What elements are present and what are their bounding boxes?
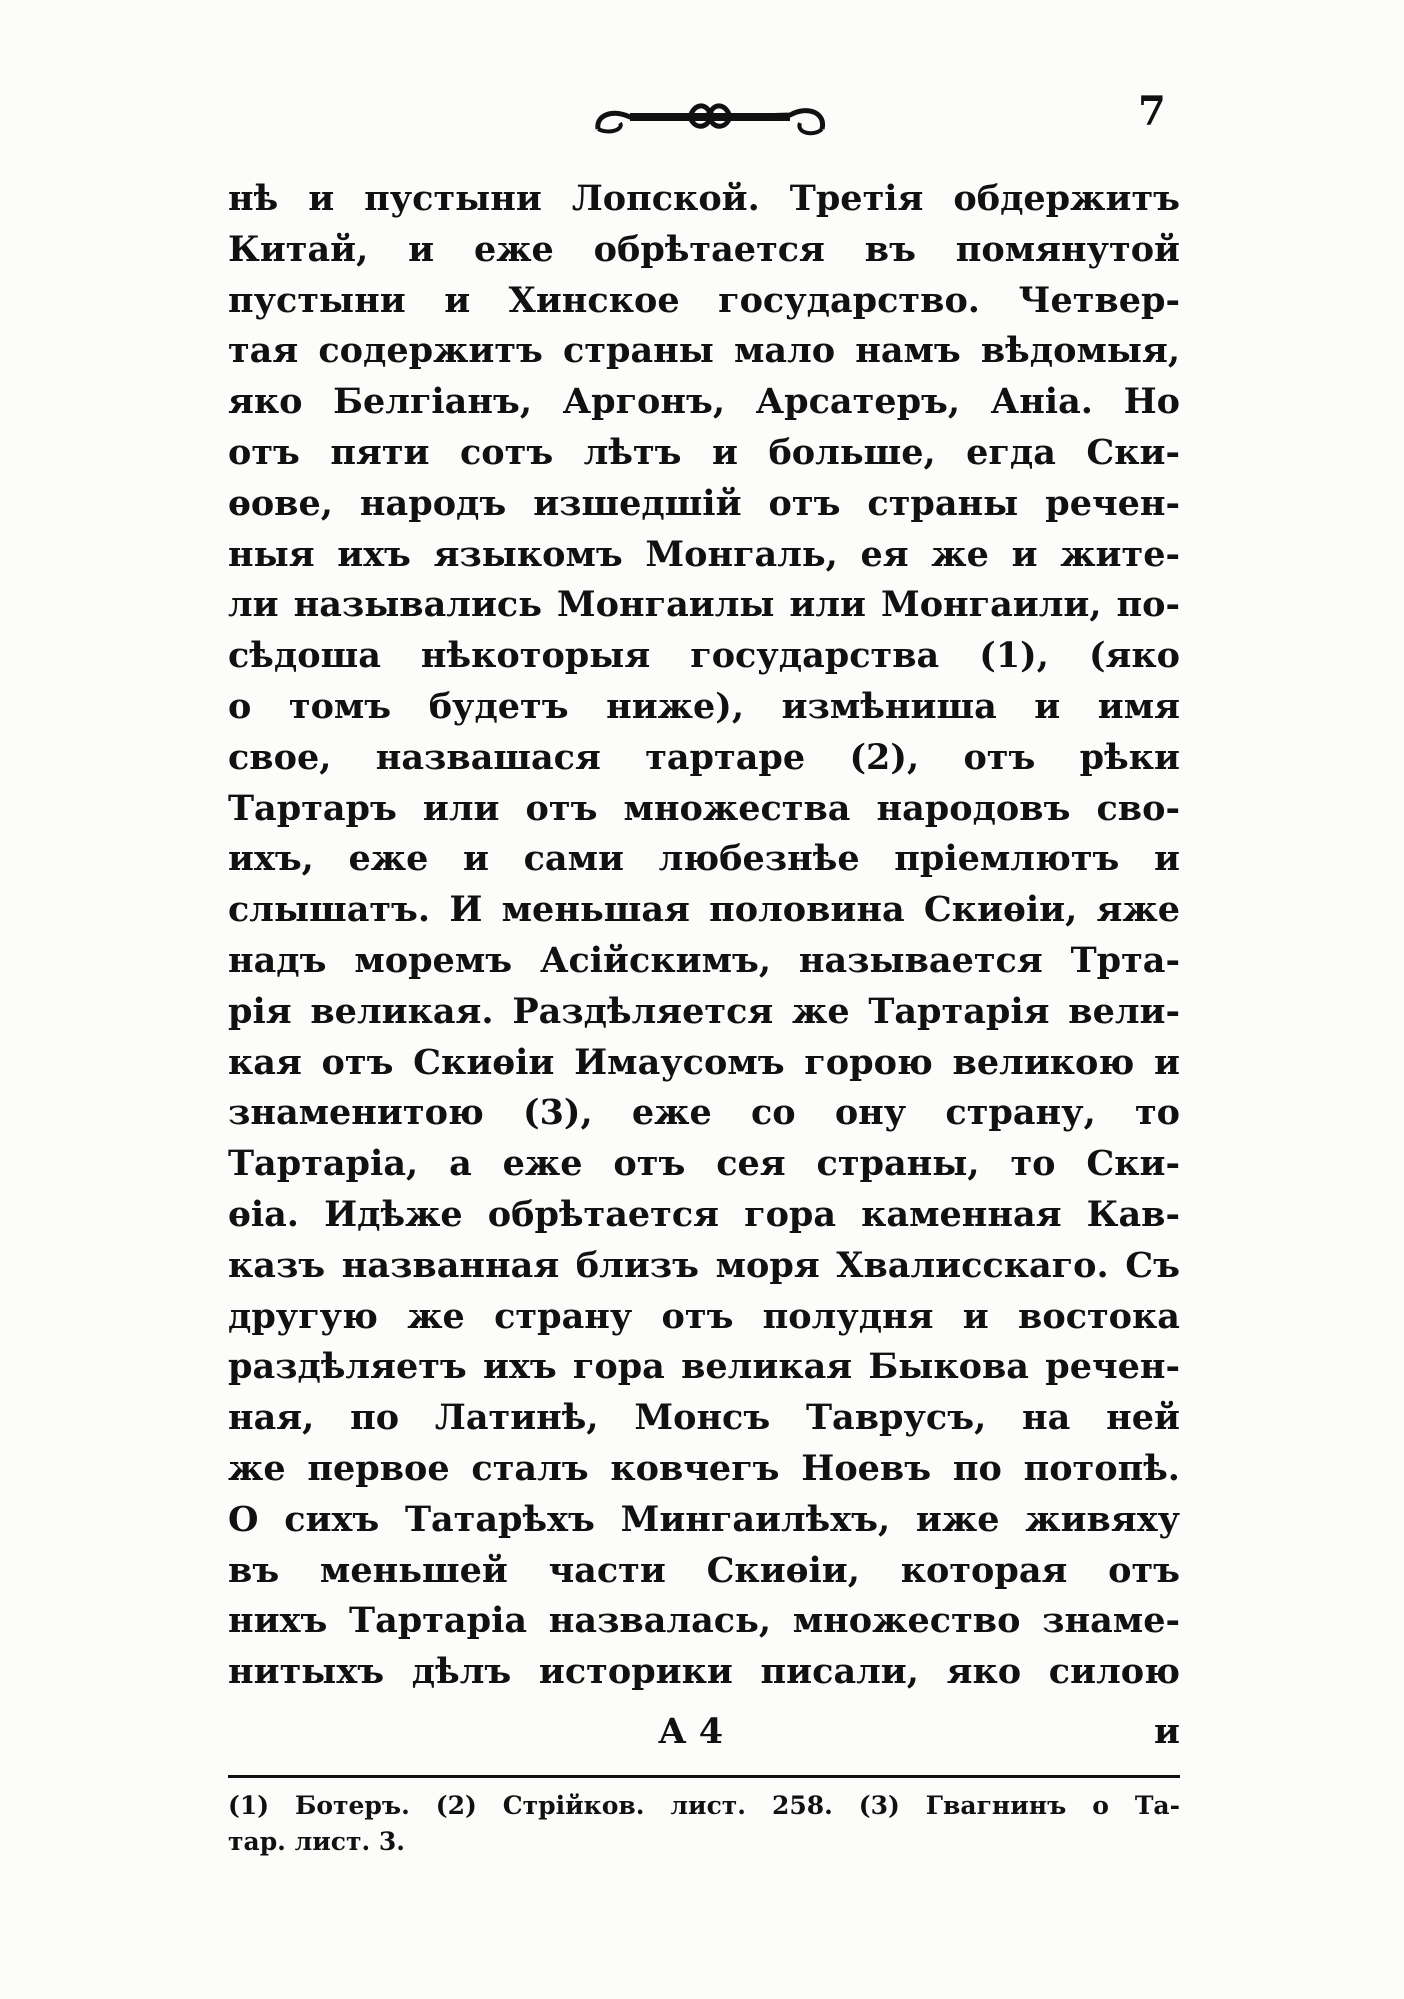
text-line: знаменитою (3), еже со ону страну, то [228, 1092, 1180, 1134]
text-line: о томъ будетъ ниже), измѣниша и имя [228, 685, 1180, 727]
text-line: же первое сталъ ковчегъ Ноевъ по потопѣ. [228, 1447, 1180, 1489]
text-line: ная, по Латинѣ, Монсъ Таврусъ, на ней [228, 1397, 1180, 1439]
text-line: Тартаръ или отъ множества народовъ сво- [228, 787, 1180, 829]
text-line: тая содержитъ страны мало намъ вѣдомыя, [228, 330, 1180, 372]
text-line: пустыни и Хинское государство. Четвер- [228, 279, 1180, 321]
text-line: яко Белгіанъ, Аргонъ, Арсатеръ, Аніа. Но [228, 381, 1180, 423]
text-line: ихъ, еже и сами любезнѣе пріемлютъ и [228, 838, 1180, 880]
text-line: Китай, и еже обрѣтается въ помянутой [228, 228, 1180, 270]
text-line: ли назывались Монгаилы или Монгаили, по- [228, 584, 1180, 626]
text-line: ѳове, народъ изшедшій отъ страны речен- [228, 482, 1180, 524]
text-line: раздѣляетъ ихъ гора великая Быкова речен- [228, 1346, 1180, 1388]
text-line: свое, назвашася тартаре (2), отъ рѣки [228, 736, 1180, 778]
printer-signature: А 4 [658, 1711, 724, 1752]
footnotes [228, 1788, 1180, 1860]
catchword: и [1154, 1711, 1180, 1752]
text-line: казъ названная близъ моря Хвалисскаго. Съ [228, 1244, 1180, 1286]
text-line: нѣ и пустыни Лопской. Третія обдержитъ [228, 178, 1180, 219]
signature-line [228, 1707, 1180, 1757]
footnote-line: (1) Ботеръ. (2) Стрійков. лист. 258. (3) Гвагнинъ о Та- [228, 1791, 1180, 1820]
text-line: отъ пяти сотъ лѣтъ и больше, егда Ски- [228, 431, 1180, 473]
text-line: слышатъ. И меньшая половина Скиѳіи, яже [228, 889, 1180, 931]
text-line: кая отъ Скиѳіи Имаусомъ горою великою и [228, 1041, 1180, 1083]
text-line: нитыхъ дѣлъ историки писали, яко силою [228, 1651, 1180, 1693]
text-line: рія великая. Раздѣляется же Тартарія вели- [228, 990, 1180, 1032]
text-line: Тартаріа, а еже отъ сея страны, то Ски- [228, 1143, 1180, 1185]
page-number: 7 [1138, 88, 1166, 135]
footnote-divider [228, 1775, 1180, 1778]
body-text [228, 174, 1180, 1698]
text-line: другую же страну отъ полудня и востока [228, 1295, 1180, 1337]
text-line: въ меньшей части Скиѳіи, которая отъ [228, 1549, 1180, 1591]
text-line: ѳіа. Идѣже обрѣтается гора каменная Кав- [228, 1193, 1180, 1235]
text-line: надъ моремъ Асійскимъ, называется Трта- [228, 939, 1180, 981]
text-line: нихъ Тартаріа назвалась, множество знаме- [228, 1600, 1180, 1642]
scroll-ornament-icon [590, 95, 830, 139]
text-line: сѣдоша нѣкоторыя государства (1), (яко [228, 635, 1180, 677]
footnote-line: тар. лист. 3. [228, 1827, 405, 1856]
text-line: ныя ихъ языкомъ Монгаль, ея же и жите- [228, 533, 1180, 575]
text-line: О сихъ Татарѣхъ Мингаилѣхъ, иже живяху [228, 1498, 1180, 1540]
